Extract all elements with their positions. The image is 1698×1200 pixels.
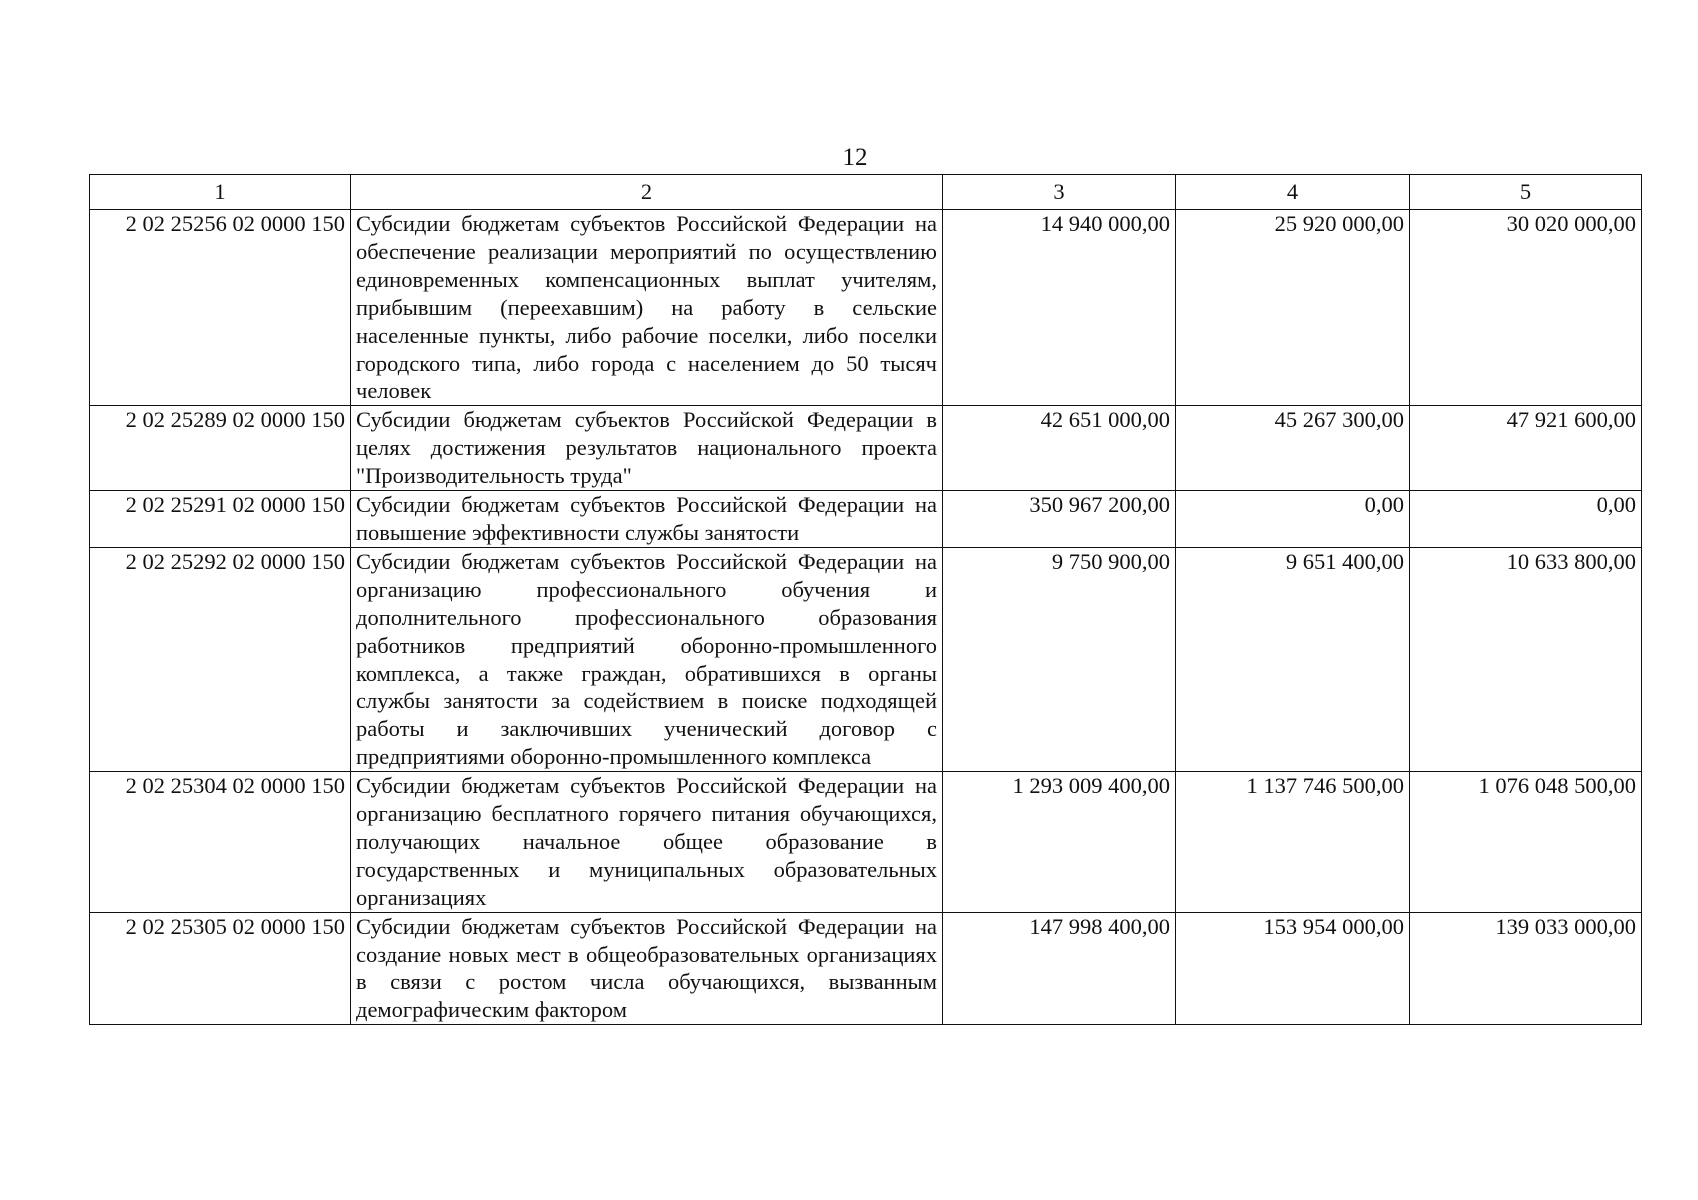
amount-col3-cell: 9 750 900,00 bbox=[943, 547, 1176, 771]
amount-col3-cell: 42 651 000,00 bbox=[943, 406, 1176, 491]
column-header-1: 1 bbox=[90, 175, 351, 210]
amount-col4-cell: 45 267 300,00 bbox=[1176, 406, 1410, 491]
amount-col4-cell: 9 651 400,00 bbox=[1176, 547, 1410, 771]
budget-code-cell: 2 02 25292 02 0000 150 bbox=[90, 547, 351, 771]
table-row bbox=[90, 210, 1642, 406]
table-row bbox=[90, 547, 1642, 771]
budget-code-cell: 2 02 25289 02 0000 150 bbox=[90, 406, 351, 491]
amount-col5-cell: 10 633 800,00 bbox=[1410, 547, 1642, 771]
description-cell: Субсидии бюджетам субъектов Российской Федерации на создание новых мест в общеобразовательных организациях в связи с ростом числа обучающихся, вызванным демографическим фактором bbox=[351, 912, 943, 1025]
table-row bbox=[90, 406, 1642, 491]
amount-col3-cell: 14 940 000,00 bbox=[943, 210, 1176, 406]
amount-col5-cell: 0,00 bbox=[1410, 491, 1642, 548]
budget-code-cell: 2 02 25305 02 0000 150 bbox=[90, 912, 351, 1025]
column-header-2: 2 bbox=[351, 175, 943, 210]
description-cell: Субсидии бюджетам субъектов Российской Федерации на обеспечение реализации мероприятий по осуществлению единовременных компенсационных выплат учителям, прибывшим (переехавшим) на работу в сельские населенные пункты, либо рабочие поселки, либо поселки городского типа, либо города с населением до 50 тысяч человек bbox=[351, 210, 943, 406]
amount-col5-cell: 30 020 000,00 bbox=[1410, 210, 1642, 406]
column-header-3: 3 bbox=[943, 175, 1176, 210]
column-header-4: 4 bbox=[1176, 175, 1410, 210]
amount-col4-cell: 25 920 000,00 bbox=[1176, 210, 1410, 406]
amount-col4-cell: 153 954 000,00 bbox=[1176, 912, 1410, 1025]
amount-col3-cell: 147 998 400,00 bbox=[943, 912, 1176, 1025]
budget-code-cell: 2 02 25291 02 0000 150 bbox=[90, 491, 351, 548]
amount-col5-cell: 1 076 048 500,00 bbox=[1410, 772, 1642, 913]
amount-col5-cell: 139 033 000,00 bbox=[1410, 912, 1642, 1025]
amount-col3-cell: 350 967 200,00 bbox=[943, 491, 1176, 548]
description-cell: Субсидии бюджетам субъектов Российской Федерации на повышение эффективности службы занятости bbox=[351, 491, 943, 548]
description-cell: Субсидии бюджетам субъектов Российской Федерации на организацию профессионального обучения и дополнительного профессионального образования работников предприятий оборонно-промышленного комплекса, а также граждан, обратившихся в органы службы занятости за содействием в поиске подходящей работы и заключивших ученический договор с предприятиями оборонно-промышленного комплекса bbox=[351, 547, 943, 771]
table-row bbox=[90, 912, 1642, 1025]
amount-col4-cell: 0,00 bbox=[1176, 491, 1410, 548]
description-cell: Субсидии бюджетам субъектов Российской Федерации на организацию бесплатного горячего питания обучающихся, получающих начальное общее образование в государственных и муниципальных образовательных организациях bbox=[351, 772, 943, 913]
table-row bbox=[90, 491, 1642, 548]
amount-col4-cell: 1 137 746 500,00 bbox=[1176, 772, 1410, 913]
column-header-5: 5 bbox=[1410, 175, 1642, 210]
header-row bbox=[90, 175, 1642, 210]
budget-code-cell: 2 02 25304 02 0000 150 bbox=[90, 772, 351, 913]
amount-col3-cell: 1 293 009 400,00 bbox=[943, 772, 1176, 913]
table-row bbox=[90, 772, 1642, 913]
description-cell: Субсидии бюджетам субъектов Российской Федерации в целях достижения результатов национального проекта "Производительность труда" bbox=[351, 406, 943, 491]
budget-revenue-table bbox=[89, 174, 1642, 1025]
budget-code-cell: 2 02 25256 02 0000 150 bbox=[90, 210, 351, 406]
page-number: 12 bbox=[842, 144, 868, 171]
amount-col5-cell: 47 921 600,00 bbox=[1410, 406, 1642, 491]
